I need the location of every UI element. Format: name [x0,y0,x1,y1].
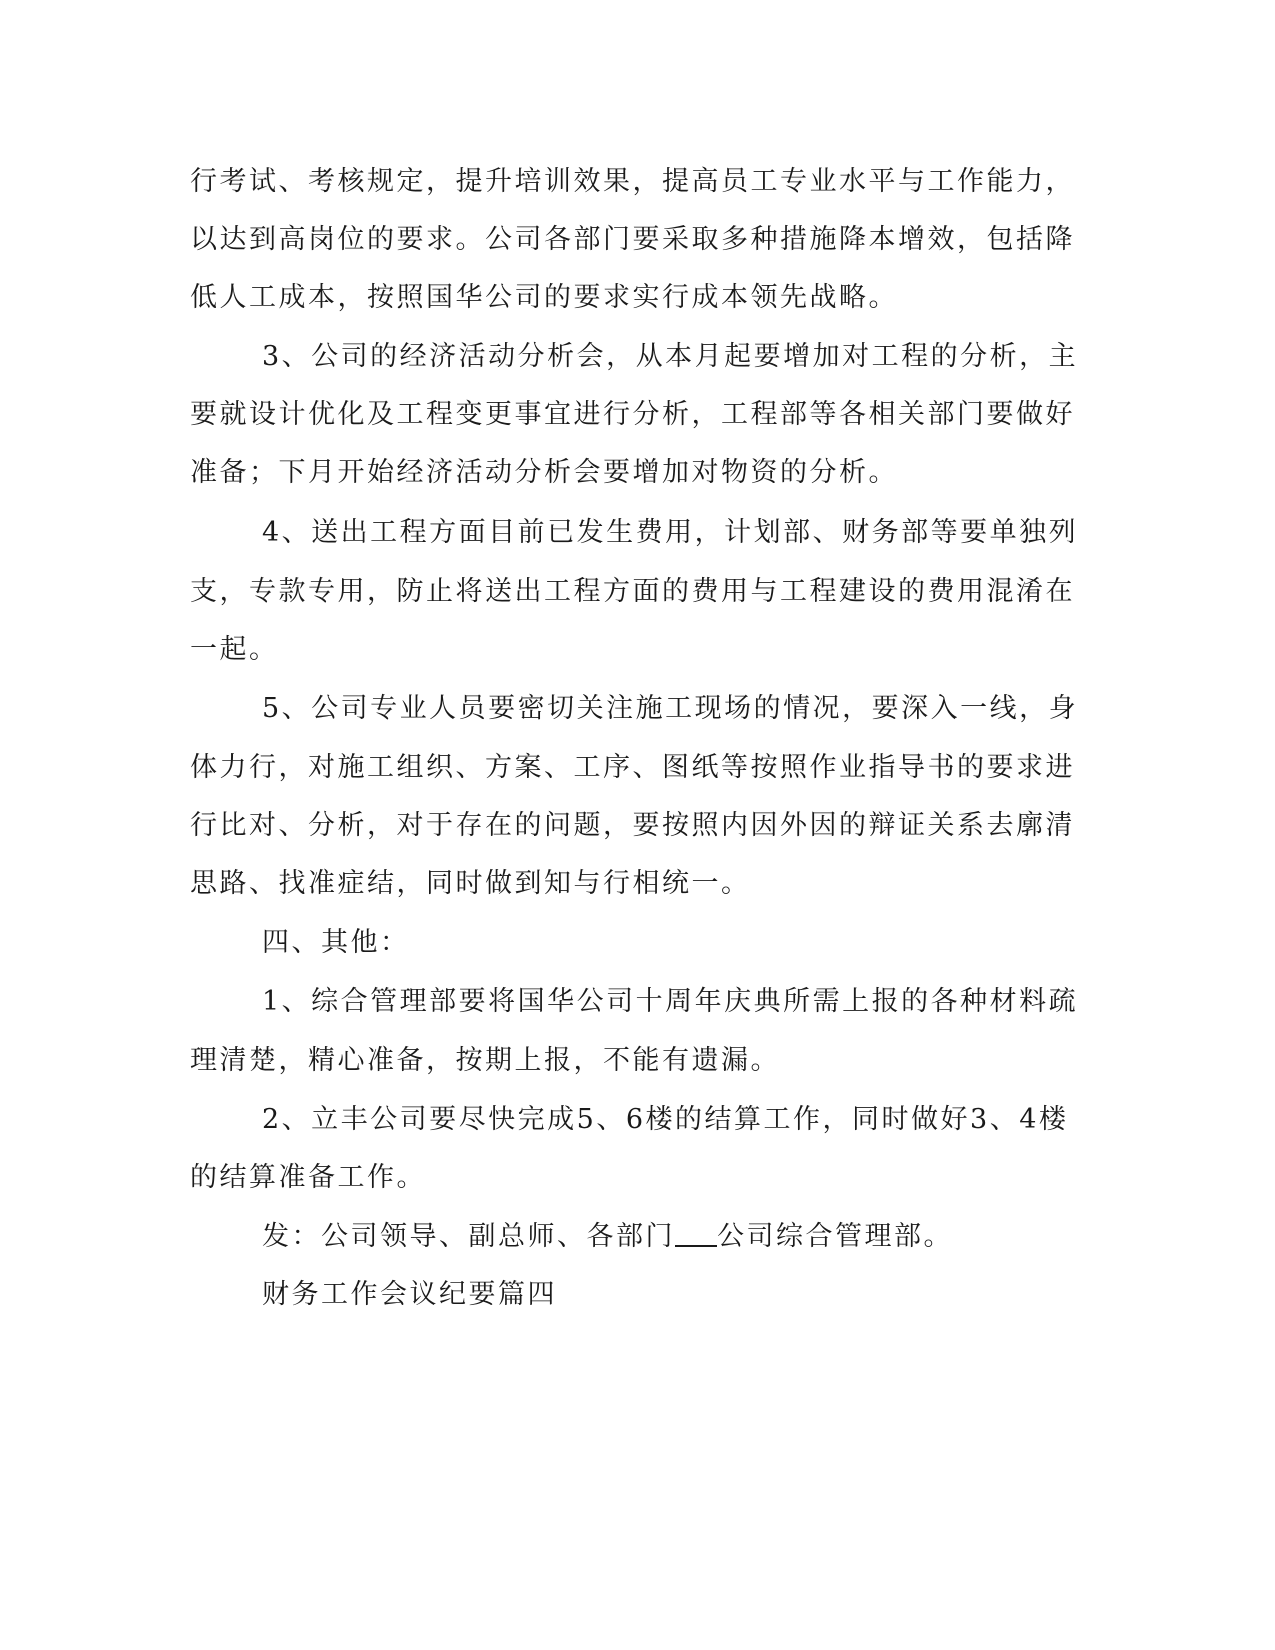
text-line: 低人工成本，按照国华公司的要求实行成本领先战略。 [190,282,898,313]
distribution-line [262,1219,1060,1255]
text-line: 行比对、分析，对于存在的问题，要按照内因外因的辩证关系去廓清 [190,810,1075,841]
text-line: 3、公司的经济活动分析会，从本月起要增加对工程的分析，主 [262,341,1079,372]
distribution-prefix: 发：公司领导、副总师、各部门 [262,1221,675,1252]
text-line: 4、送出工程方面目前已发生费用，计划部、财务部等要单独列 [262,517,1079,548]
section-title: 财务工作会议纪要篇四 [262,1279,557,1310]
section-heading: 四、其他： [262,927,410,958]
text-line: 体力行，对施工组织、方案、工序、图纸等按照作业指导书的要求进 [190,752,1075,783]
text-line: 准备；下月开始经济活动分析会要增加对物资的分析。 [190,457,898,488]
text-line: 支，专款专用，防止将送出工程方面的费用与工程建设的费用混淆在 [190,576,1075,607]
text-line: 以达到高岗位的要求。公司各部门要采取多种措施降本增效，包括降 [190,224,1075,255]
text-line: 要就设计优化及工程变更事宜进行分析，工程部等各相关部门要做好 [190,399,1075,430]
text-line: 的结算准备工作。 [190,1162,426,1193]
text-line: 5、公司专业人员要密切关注施工现场的情况，要深入一线，身 [262,693,1079,724]
text-line: 1、综合管理部要将国华公司十周年庆典所需上报的各种材料疏 [262,986,1079,1017]
distribution-suffix: 公司综合管理部。 [717,1221,953,1252]
text-line: 理清楚，精心准备，按期上报，不能有遗漏。 [190,1045,780,1076]
text-line: 行考试、考核规定，提升培训效果，提高员工专业水平与工作能力， [190,166,1075,197]
text-line: 思路、找准症结，同时做到知与行相统一。 [190,868,751,899]
text-line: 一起。 [190,634,279,665]
text-line: 2、立丰公司要尽快完成5、6楼的结算工作，同时做好3、4楼 [262,1104,1069,1135]
blank-underline [675,1219,717,1247]
